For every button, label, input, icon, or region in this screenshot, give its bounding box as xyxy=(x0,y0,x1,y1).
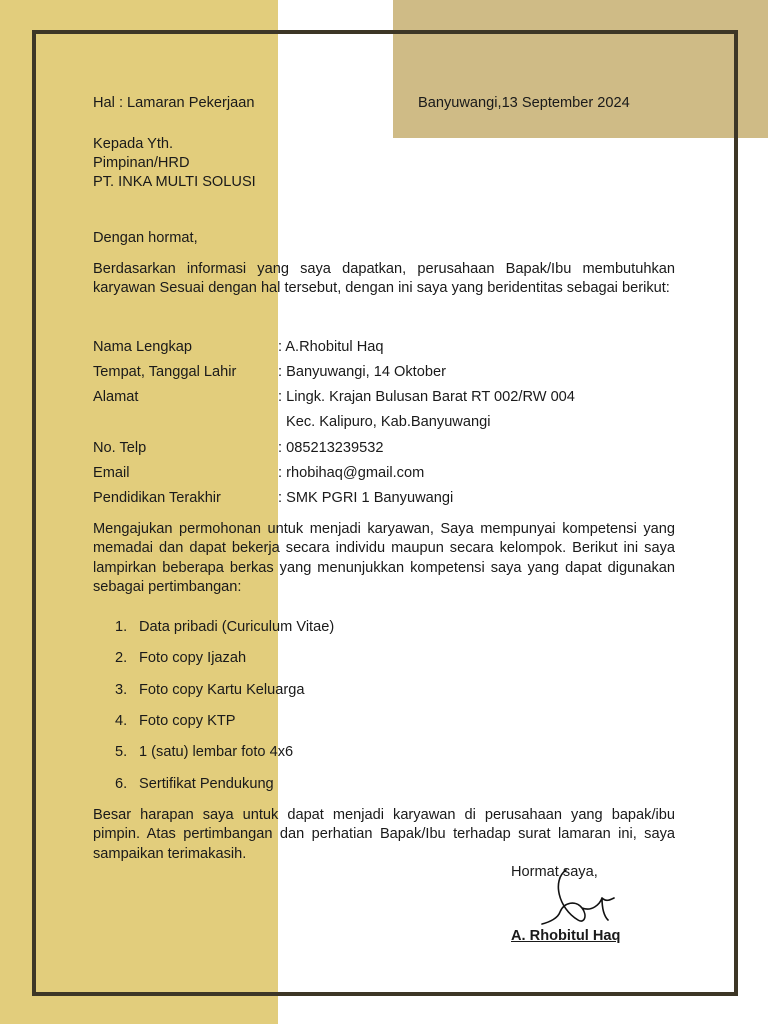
list-item xyxy=(115,774,274,794)
letter-place-date: Banyuwangi,13 September 2024 xyxy=(418,95,630,111)
list-item-text: Foto copy Kartu Keluarga xyxy=(139,682,305,698)
list-item xyxy=(115,711,236,731)
identity-value: : Banyuwangi, 14 Oktober xyxy=(278,364,446,380)
list-item-text: Foto copy Ijazah xyxy=(139,650,247,666)
intro-paragraph: Berdasarkan informasi yang saya dapatkan, perusahaan Bapak/Ibu membutuhkan karyawan Sesuai dengan hal tersebut, dengan ini saya yang beridentitas sebagai berikut: xyxy=(93,261,675,297)
list-item xyxy=(115,617,334,637)
list-item-number: 2. xyxy=(115,650,128,666)
list-item-number: 3. xyxy=(115,682,128,698)
list-item-text: 1 (satu) lembar foto 4x6 xyxy=(139,744,294,760)
list-item-text: Sertifikat Pendukung xyxy=(139,776,274,792)
salutation: Hormat saya, xyxy=(511,864,598,880)
closing-paragraph: Besar harapan saya untuk dapat menjadi karyawan di perusahaan yang bapak/ibu pimpin. Atas pertimbangan dan perhatian Bapak/Ibu terhadap surat lamaran ini, saya sampaikan terimakasih. xyxy=(93,807,675,862)
signer-name: A. Rhobitul Haq xyxy=(511,928,621,944)
identity-value: : Lingk. Krajan Bulusan Barat RT 002/RW 004 xyxy=(278,389,575,405)
recipient-line: Kepada Yth. xyxy=(93,136,174,152)
identity-label: Tempat, Tanggal Lahir xyxy=(93,364,237,380)
list-item-text: Foto copy KTP xyxy=(139,713,236,729)
signature-image xyxy=(538,868,618,932)
list-item-number: 4. xyxy=(115,713,128,729)
identity-label: Email xyxy=(93,465,130,481)
greeting: Dengan hormat, xyxy=(93,230,198,246)
identity-value: : SMK PGRI 1 Banyuwangi xyxy=(278,490,454,506)
identity-label: Pendidikan Terakhir xyxy=(93,490,221,506)
list-item-number: 1. xyxy=(115,619,128,635)
identity-label: Nama Lengkap xyxy=(93,339,192,355)
list-item xyxy=(115,742,293,762)
identity-value: : 085213239532 xyxy=(278,440,384,456)
list-item-text: Data pribadi (Curiculum Vitae) xyxy=(139,619,335,635)
identity-value: : A.Rhobitul Haq xyxy=(278,339,384,355)
list-item xyxy=(115,648,246,668)
identity-label: Alamat xyxy=(93,389,139,405)
list-item-number: 6. xyxy=(115,776,128,792)
list-item xyxy=(115,680,305,700)
identity-value: : rhobihaq@gmail.com xyxy=(278,465,425,481)
body-paragraph: Mengajukan permohonan untuk menjadi karyawan, Saya mempunyai kompetensi yang memadai dan dapat bekerja secara individu maupun secara kelompok. Berikut ini saya lampirkan beberapa berkas yang menunjukkan kompetensi saya yang dapat digunakan sebagai pertimbangan: xyxy=(93,521,675,596)
identity-label: No. Telp xyxy=(93,440,147,456)
recipient-line: Pimpinan/HRD xyxy=(93,155,190,171)
letter-subject: Hal : Lamaran Pekerjaan xyxy=(93,95,255,111)
list-item-number: 5. xyxy=(115,744,128,760)
identity-value: Kec. Kalipuro, Kab.Banyuwangi xyxy=(286,414,491,430)
recipient-line: PT. INKA MULTI SOLUSI xyxy=(93,174,256,190)
